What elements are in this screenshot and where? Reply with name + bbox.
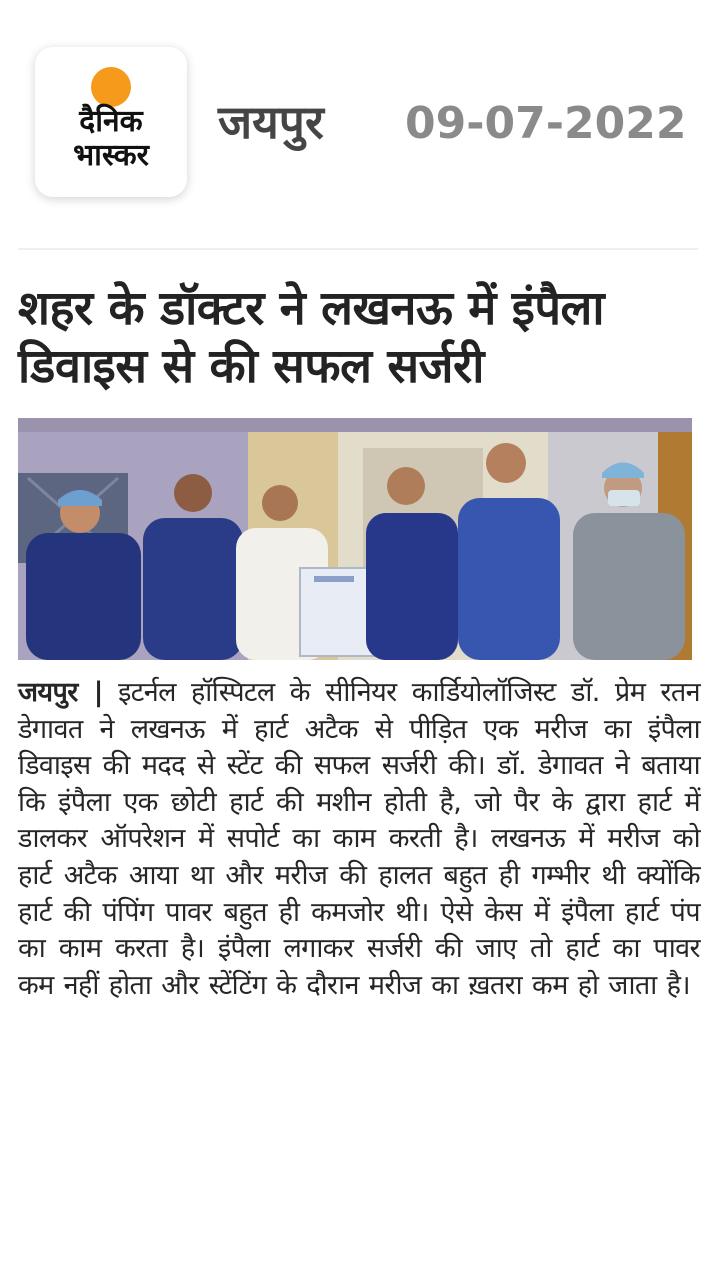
article-headline: शहर के डॉक्टर ने लखनऊ में इंपैला डिवाइस से की सफल सर्जरी bbox=[18, 281, 605, 394]
article-text: इटर्नल हॉस्पिटल के सीनियर कार्डियोलॉजिस्ट डॉ. प्रेम रतन डेगावत ने लखनऊ में हार्ट अटैक से पीड़ित एक मरीज का इंपैला डिवाइस की मदद से स्टेंट की सफल सर्जरी की। डॉ. डेगावत ने बताया कि इंपैला एक छोटी हार्ट की मशीन होती है, जो पैर के द्वारा हार्ट में डालकर ऑपरेशन में सपोर्ट का काम करती है। लखनऊ में मरीज को हार्ट अटैक आया था और मरीज की हालत बहुत ही गम्भीर थी क्योंकि हार्ट की पंपिंग पावर बहुत ही कमजोर थी। ऐसे केस में इंपैला हार्ट पंप का काम करता है। इंपैला लगाकर सर्जरी की जाए तो हार्ट का पावर कम नहीं होता और स्टेंटिंग के दौरान मरीज का ख़तरा कम हो जाता है। bbox=[18, 677, 701, 1001]
logo-text-line1: दैनिक bbox=[79, 104, 143, 139]
article-body bbox=[18, 675, 700, 1004]
edition-city: जयपुर bbox=[218, 95, 324, 149]
edition-date: 09-07-2022 bbox=[405, 98, 687, 149]
header bbox=[0, 0, 723, 230]
logo-text-line2: भास्कर bbox=[73, 138, 149, 173]
sun-icon bbox=[91, 67, 131, 107]
article-dateline: जयपुर | bbox=[18, 677, 103, 708]
news-photo bbox=[18, 418, 692, 660]
newspaper-logo bbox=[35, 47, 187, 197]
header-divider bbox=[18, 248, 698, 250]
